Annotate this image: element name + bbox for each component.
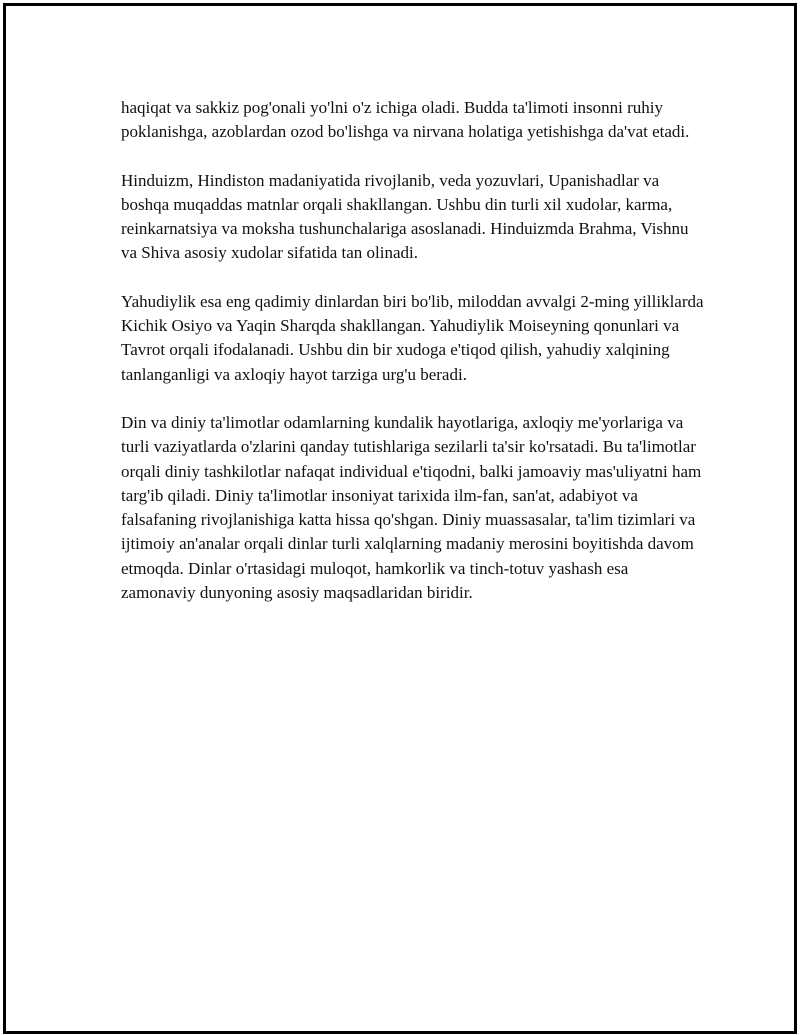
paragraph-hinduism: Hinduizm, Hindiston madaniyatida rivojlanib, veda yozuvlari, Upanishadlar va boshqa muqaddas matnlar orqali shakllangan. Ushbu din turli xil xudolar, karma, reinkarnatsiya va moksha tushunchalariga asoslanadi. Hinduizmda Brahma, Vishnu va Shiva asosiy xudolar sifatida tan olinadi.: [121, 170, 689, 263]
page-border: [3, 3, 797, 1034]
paragraph-buddhism-continued: haqiqat va sakkiz pog'onali yo'lni o'z ichiga oladi. Budda ta'limoti insonni ruhiy poklanishga, azoblardan ozod bo'lishga va nirvana holatiga yetishishga da'vat etadi.: [121, 98, 690, 142]
document-body: [121, 96, 706, 629]
paragraph-judaism: Yahudiylik esa eng qadimiy dinlardan biri bo'lib, miloddan avvalgi 2-ming yilliklarda Kichik Osiyo va Yaqin Sharqda shakllangan. Yahudiylik Moiseyning qonunlari va Tavrot orqali ifodalanadi. Ushbu din bir xudoga e'tiqod qilish, yahudiy xalqining tanlanganligi va axloqiy hayot tarziga urg'u beradi.: [121, 291, 704, 384]
paragraph-religious-teachings: Din va diniy ta'limotlar odamlarning kundalik hayotlariga, axloqiy me'yorlariga va turli vaziyatlarda o'zlarini qanday tutishlariga sezilarli ta'sir ko'rsatadi. Bu ta'limotlar orqali diniy tashkilotlar nafaqat individual e'tiqodni, balki jamoaviy mas'uliyatni ham targ'ib qiladi. Diniy ta'limotlar insoniyat tarixida ilm-fan, san'at, adabiyot va falsafaning rivojlanishiga katta hissa qo'shgan. Diniy muassasalar, ta'lim tizimlari va ijtimoiy an'analar orqali dinlar turli xalqlarning madaniy merosini boyitishda davom etmoqda. Dinlar o'rtasidagi muloqot, hamkorlik va tinch-totuv yashash esa zamonaviy dunyoning asosiy maqsadlaridan biridir.: [121, 412, 702, 603]
